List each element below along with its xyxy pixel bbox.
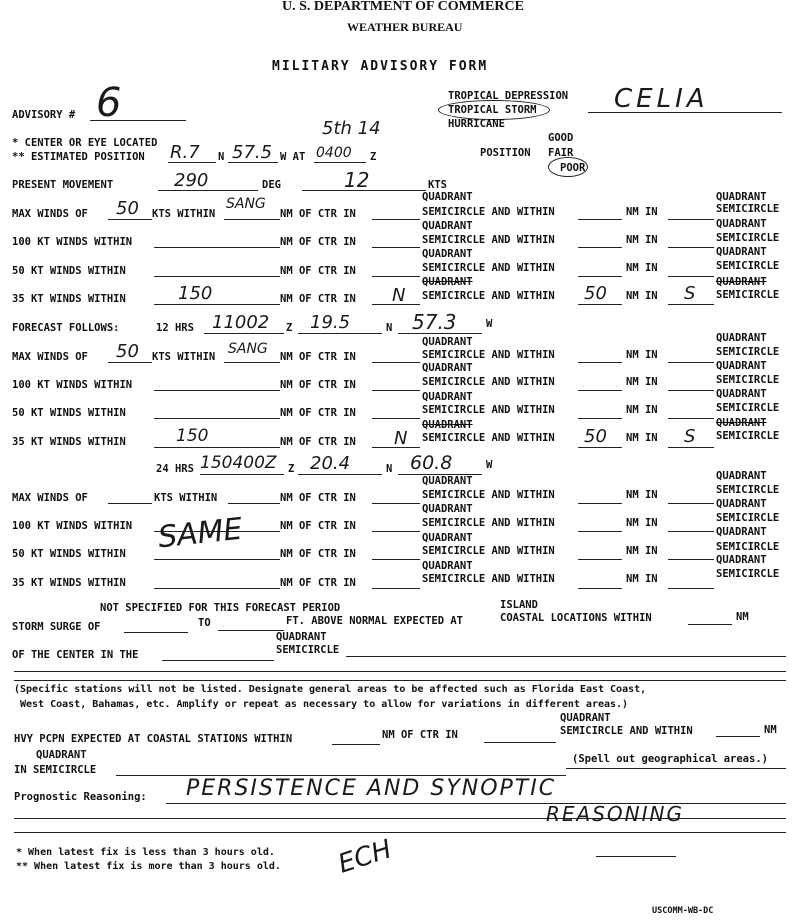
- position-lat: R.7: [170, 142, 200, 163]
- quadrant-label: QUADRANT: [422, 419, 473, 431]
- quadrant-label: QUADRANT: [716, 554, 767, 566]
- quadrant-label: QUADRANT: [422, 503, 473, 515]
- nm-of-ctr-label: NM OF CTR IN: [280, 293, 356, 305]
- nm-of-ctr-label: NM OF CTR IN: [280, 436, 356, 448]
- fc12-time: 11002: [212, 312, 270, 333]
- quadrant-label: QUADRANT: [422, 336, 473, 348]
- quadrant-label: QUADRANT: [422, 560, 473, 572]
- deg-label: DEG: [262, 179, 281, 191]
- semicircle-within-label: SEMICIRCLE AND WITHIN: [422, 290, 555, 302]
- semicircle-label: SEMICIRCLE: [716, 346, 780, 358]
- semicircle-label: SEMICIRCLE: [716, 402, 780, 414]
- form-number: USCOMM-WB-DC: [652, 906, 714, 916]
- quadrant-label: QUADRANT: [716, 360, 767, 372]
- w50-label: 50 KT WINDS WITHIN: [12, 407, 126, 419]
- quadrant-label: QUADRANT: [716, 526, 767, 538]
- coastal-locations-label: COASTAL LOCATIONS WITHIN: [500, 612, 652, 624]
- fc24-time: 150400Z: [200, 453, 277, 473]
- quadrant-label: QUADRANT: [422, 475, 473, 487]
- quadrant-label: QUADRANT: [716, 276, 767, 288]
- fc12-lon: 57.3: [412, 310, 457, 334]
- fair-label: FAIR: [548, 147, 574, 159]
- semicircle-within-label: SEMICIRCLE AND WITHIN: [422, 489, 555, 501]
- w35-label: 35 KT WINDS WITHIN: [12, 577, 126, 589]
- poor-label: POOR: [560, 162, 586, 174]
- movement-kts: 12: [344, 168, 370, 192]
- nm-label: NM: [736, 611, 749, 623]
- nm-in-label: NM IN: [626, 234, 658, 246]
- nm-of-ctr-label: NM OF CTR IN: [280, 548, 356, 560]
- nm-of-ctr-label: NM OF CTR IN: [280, 208, 356, 220]
- storm-surge-label: STORM SURGE OF: [12, 621, 101, 633]
- fc12-w35-within: 50: [584, 426, 607, 447]
- to-label: TO: [198, 617, 211, 629]
- fc12-w35-radius: 150: [176, 426, 209, 446]
- of-center-label: OF THE CENTER IN THE: [12, 649, 139, 661]
- semicircle-within-label: SEMICIRCLE AND WITHIN: [422, 206, 555, 218]
- position-lon: 57.5: [232, 142, 273, 163]
- semicircle-label: SEMICIRCLE: [716, 232, 780, 244]
- nm-of-ctr-label: NM OF CTR IN: [280, 351, 356, 363]
- reasoning-line-2: REASONING: [546, 802, 684, 826]
- position-label: POSITION: [480, 147, 531, 159]
- reasoning-line-1: PERSISTENCE AND SYNOPTIC: [186, 776, 557, 801]
- fc12-max-winds: 50: [116, 341, 139, 362]
- storm-name: CELIA: [614, 84, 709, 114]
- quadrant-label: QUADRANT: [422, 248, 473, 260]
- w35-label: 35 KT WINDS WITHIN: [12, 293, 126, 305]
- tropical-storm-label: TROPICAL STORM: [448, 104, 537, 116]
- quadrant-label: QUADRANT: [422, 532, 473, 544]
- specific-note-2: West Coast, Bahamas, etc. Amplify or repeat as necessary to allow for variations in different areas.): [20, 699, 629, 710]
- dept-heading: U. S. DEPARTMENT OF COMMERCE: [282, 0, 524, 14]
- quadrant-label: QUADRANT: [716, 246, 767, 258]
- quadrant-label: QUADRANT: [422, 220, 473, 232]
- quadrant-label: QUADRANT: [716, 388, 767, 400]
- tropical-depression-label: TROPICAL DEPRESSION: [448, 90, 569, 102]
- semicircle-within-label: SEMICIRCLE AND WITHIN: [422, 517, 555, 529]
- nm-label: NM: [764, 724, 777, 736]
- nm-of-ctr-label: NM OF CTR IN: [280, 407, 356, 419]
- fc24-lon: 60.8: [410, 452, 453, 474]
- nm-of-ctr-label: NM OF CTR IN: [280, 379, 356, 391]
- n-label: N: [386, 322, 393, 334]
- n-label: N: [386, 463, 393, 475]
- estimated-position-label: ** ESTIMATED POSITION: [12, 151, 145, 163]
- not-specified-label: NOT SPECIFIED FOR THIS FORECAST PERIOD: [100, 602, 341, 614]
- semicircle-within-label: SEMICIRCLE AND WITHIN: [422, 404, 555, 416]
- hvy-pcpn-label: HVY PCPN EXPECTED AT COASTAL STATIONS WITHIN: [14, 733, 293, 745]
- nm-in-label: NM IN: [626, 573, 658, 585]
- nm-of-ctr-label: NM OF CTR IN: [280, 492, 356, 504]
- semicircle-label: SEMICIRCLE: [716, 203, 780, 215]
- quadrant-label: QUADRANT: [716, 417, 767, 429]
- hrs12-label: 12 HRS: [156, 322, 194, 334]
- z-label: Z: [288, 463, 295, 475]
- w35-label: 35 KT WINDS WITHIN: [12, 436, 126, 448]
- semicircle-label: SEMICIRCLE: [276, 644, 340, 656]
- semicircle-within-label: SEMICIRCLE AND WITHIN: [422, 349, 555, 361]
- max-winds-radius: SANG: [226, 196, 266, 212]
- quadrant-label: QUADRANT: [276, 631, 327, 643]
- kts-within-label: KTS WITHIN: [154, 492, 218, 504]
- w35-radius: 150: [178, 283, 213, 304]
- semicircle-label: SEMICIRCLE: [716, 374, 780, 386]
- max-winds-label: MAX WINDS OF: [12, 351, 88, 363]
- semicircle-label: SEMICIRCLE: [716, 289, 780, 301]
- semicircle-label: SEMICIRCLE: [716, 512, 780, 524]
- w-at-label: W AT: [280, 151, 306, 163]
- quadrant-label: QUADRANT: [422, 391, 473, 403]
- semicircle-within-label: SEMICIRCLE AND WITHIN: [422, 545, 555, 557]
- nm-of-ctr-label: NM OF CTR IN: [280, 520, 356, 532]
- quadrant-label: QUADRANT: [36, 749, 87, 761]
- quadrant-label: QUADRANT: [716, 191, 767, 203]
- n-label: N: [218, 151, 225, 163]
- nm-of-ctr-label: NM OF CTR IN: [382, 729, 458, 741]
- quadrant-label: QUADRANT: [560, 712, 611, 724]
- kts-label: KTS: [428, 179, 447, 191]
- w100-label: 100 KT WINDS WITHIN: [12, 520, 133, 532]
- nm-in-label: NM IN: [626, 376, 658, 388]
- fc24-same: SAME: [156, 511, 245, 556]
- bureau-heading: WEATHER BUREAU: [347, 20, 463, 34]
- nm-in-label: NM IN: [626, 404, 658, 416]
- w-label: W: [486, 459, 493, 471]
- forecast-follows-label: FORECAST FOLLOWS:: [12, 322, 120, 334]
- max-winds-label: MAX WINDS OF: [12, 208, 88, 220]
- w35-quadrant: N: [392, 285, 406, 306]
- fc12-w35-quadrant: N: [394, 428, 408, 449]
- z-label: Z: [286, 322, 293, 334]
- nm-in-label: NM IN: [626, 349, 658, 361]
- nm-in-label: NM IN: [626, 432, 658, 444]
- position-time: 0400: [316, 145, 352, 161]
- nm-in-label: NM IN: [626, 545, 658, 557]
- island-label: ISLAND: [500, 599, 538, 611]
- semicircle-label: SEMICIRCLE: [716, 260, 780, 272]
- w100-label: 100 KT WINDS WITHIN: [12, 236, 133, 248]
- semicircle-within-label: SEMICIRCLE AND WITHIN: [422, 234, 555, 246]
- advisory-label: ADVISORY #: [12, 109, 76, 121]
- fc12-lat: 19.5: [310, 312, 351, 333]
- z-label: Z: [370, 151, 377, 163]
- max-winds-label: MAX WINDS OF: [12, 492, 88, 504]
- w50-label: 50 KT WINDS WITHIN: [12, 265, 126, 277]
- fc24-lat: 20.4: [310, 453, 351, 474]
- nm-in-label: NM IN: [626, 262, 658, 274]
- w100-label: 100 KT WINDS WITHIN: [12, 379, 133, 391]
- semicircle-within-label: SEMICIRCLE AND WITHIN: [422, 573, 555, 585]
- quadrant-label: QUADRANT: [422, 191, 473, 203]
- fc12-radius: SANG: [228, 341, 268, 357]
- hurricane-label: HURRICANE: [448, 118, 505, 130]
- semicircle-label: SEMICIRCLE: [716, 430, 780, 442]
- semicircle-label: SEMICIRCLE: [716, 541, 780, 553]
- nm-in-label: NM IN: [626, 206, 658, 218]
- poor-circle: [548, 157, 588, 177]
- footnote-2: ** When latest fix is more than 3 hours old.: [16, 861, 281, 872]
- semicircle-within-label: SEMICIRCLE AND WITHIN: [422, 376, 555, 388]
- kts-within-label: KTS WITHIN: [152, 351, 216, 363]
- w-label: W: [486, 318, 493, 330]
- fc12-w35-in: S: [684, 426, 696, 447]
- movement-deg: 290: [174, 170, 209, 191]
- date-note: 5th 14: [322, 118, 381, 139]
- tropical-storm-circle: [438, 100, 550, 120]
- kts-within-label: KTS WITHIN: [152, 208, 216, 220]
- quadrant-label: QUADRANT: [716, 498, 767, 510]
- quadrant-label: QUADRANT: [716, 218, 767, 230]
- semicircle-label: SEMICIRCLE: [716, 484, 780, 496]
- spell-out-label: (Spell out geographical areas.): [572, 753, 768, 765]
- quadrant-label: QUADRANT: [716, 332, 767, 344]
- w35-within: 50: [584, 283, 607, 304]
- w35-in: S: [684, 283, 696, 304]
- present-movement-label: PRESENT MOVEMENT: [12, 179, 114, 191]
- quadrant-label: QUADRANT: [422, 362, 473, 374]
- max-winds-value: 50: [116, 198, 139, 219]
- quadrant-label: QUADRANT: [422, 276, 473, 288]
- ft-above-label: FT. ABOVE NORMAL EXPECTED AT: [286, 615, 464, 627]
- initials: ECH: [334, 834, 396, 880]
- semicircle-within-label: SEMICIRCLE AND WITHIN: [422, 262, 555, 274]
- nm-in-label: NM IN: [626, 489, 658, 501]
- semicircle-label: SEMICIRCLE: [716, 568, 780, 580]
- good-label: GOOD: [548, 132, 574, 144]
- semicircle-within-label: SEMICIRCLE AND WITHIN: [560, 725, 693, 737]
- prognostic-label: Prognostic Reasoning:: [14, 791, 147, 803]
- footnote-1: * When latest fix is less than 3 hours old.: [16, 847, 275, 858]
- w50-label: 50 KT WINDS WITHIN: [12, 548, 126, 560]
- specific-note-1: (Specific stations will not be listed. Designate general areas to be affected such as Florida East Coast,: [14, 684, 647, 695]
- nm-in-label: NM IN: [626, 517, 658, 529]
- advisory-number: 6: [96, 80, 122, 126]
- center-label: * CENTER OR EYE LOCATED: [12, 137, 158, 149]
- quadrant-label: QUADRANT: [716, 470, 767, 482]
- nm-in-label: NM IN: [626, 290, 658, 302]
- nm-of-ctr-label: NM OF CTR IN: [280, 577, 356, 589]
- hrs24-label: 24 HRS: [156, 463, 194, 475]
- nm-of-ctr-label: NM OF CTR IN: [280, 265, 356, 277]
- semicircle-within-label: SEMICIRCLE AND WITHIN: [422, 432, 555, 444]
- form-title: MILITARY ADVISORY FORM: [272, 59, 489, 74]
- nm-of-ctr-label: NM OF CTR IN: [280, 236, 356, 248]
- in-semicircle-label: IN SEMICIRCLE: [14, 764, 97, 776]
